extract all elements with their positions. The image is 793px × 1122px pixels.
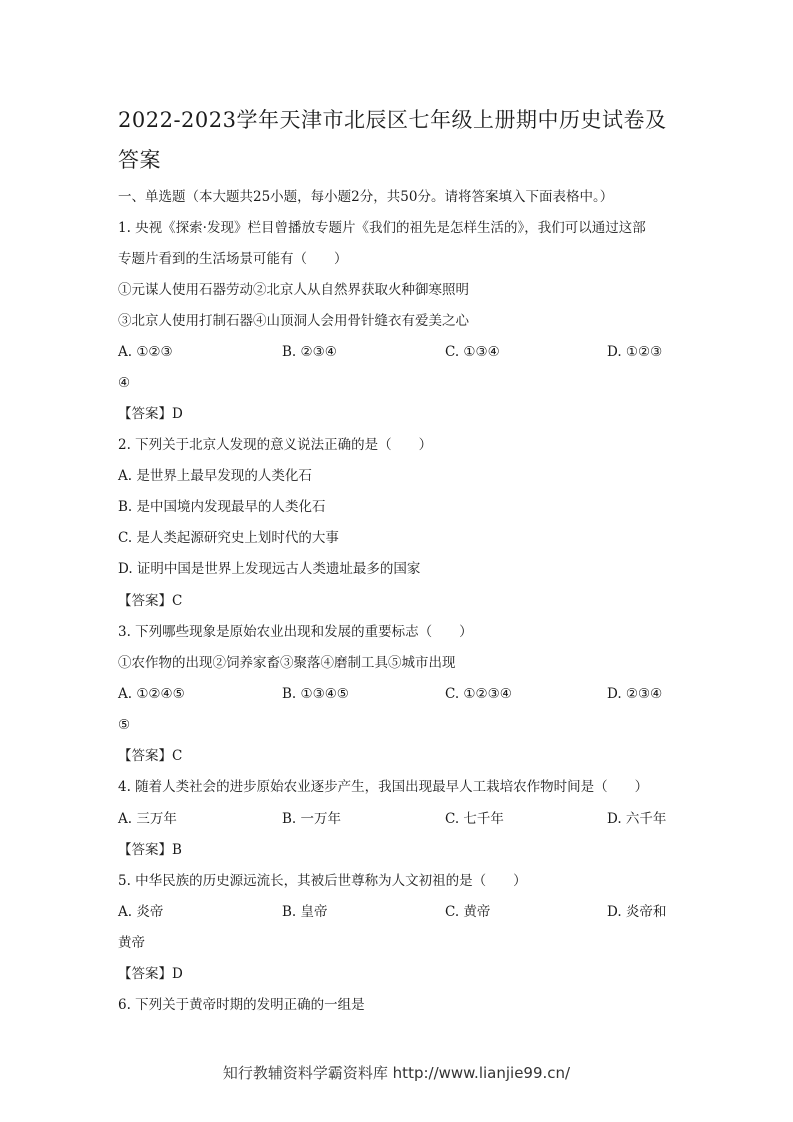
question-1-option-d-wrap: ④ [118,375,131,391]
question-3-stem: 3. 下列哪些现象是原始农业出现和发展的重要标志（ ） [118,624,473,640]
section-heading: 一、单选题（本大题共25小题，每小题2分，共50分。请将答案填入下面表格中。） [118,189,614,205]
question-4-stem: 4. 随着人类社会的进步原始农业逐步产生，我国出现最早人工栽培农作物时间是（ ） [118,779,649,795]
question-1-option-a: A. ①②③ [118,344,173,360]
question-5-option-b: B. 皇帝 [282,904,328,920]
question-2-stem: 2. 下列关于北京人发现的意义说法正确的是（ ） [118,437,433,453]
question-5-answer: 【答案】D [118,966,183,982]
question-3-answer: 【答案】C [118,748,183,764]
question-6-stem: 6. 下列关于黄帝时期的发明正确的一组是 [118,997,365,1013]
question-1-answer: 【答案】D [118,406,183,422]
question-4-option-d: D. 六千年 [607,811,667,827]
question-4-option-b: B. 一万年 [282,811,342,827]
question-4-answer: 【答案】B [118,842,182,858]
question-1-option-b: B. ②③④ [282,344,337,360]
question-2-answer: 【答案】C [118,593,183,609]
question-1-item-1: ①元谋人使用石器劳动②北京人从自然界获取火种御寒照明 [118,282,469,298]
page-title: 2022-2023学年天津市北辰区七年级上册期中历史试卷及答案 [118,108,667,172]
question-1-item-2: ③北京人使用打制石器④山顶洞人会用骨针缝衣有爱美之心 [118,313,469,329]
question-2-option-b: B. 是中国境内发现最早的人类化石 [118,499,326,515]
question-1-stem-cont: 专题片看到的生活场景可能有（ ） [118,251,348,267]
question-1-option-d: D. ①②③ [607,344,663,360]
question-5-option-a: A. 炎帝 [118,904,164,920]
question-4-option-c: C. 七千年 [445,811,504,827]
question-5-stem: 5. 中华民族的历史源远流长，其被后世尊称为人文初祖的是（ ） [118,873,527,889]
question-2-option-c: C. 是人类起源研究史上划时代的大事 [118,530,339,546]
question-3-option-b: B. ①③④⑤ [282,686,349,702]
question-4-option-a: A. 三万年 [118,811,177,827]
question-2-option-a: A. 是世界上最早发现的人类化石 [118,468,312,484]
footer-watermark: 知行教辅资料学霸资料库 http://www.lianjie99.cn/ [222,1064,571,1082]
question-5-option-d-wrap: 黄帝 [118,935,145,951]
question-1-stem: 1. 央视《探索·发现》栏目曾播放专题片《我们的祖先是怎样生活的》，我们可以通过这部 [118,220,646,236]
question-3-option-a: A. ①②④⑤ [118,686,185,702]
question-2-option-d: D. 证明中国是世界上发现远古人类遗址最多的国家 [118,561,421,577]
question-3-option-d: D. ②③④ [607,686,663,702]
question-3-option-c: C. ①②③④ [445,686,512,702]
question-3-option-d-wrap: ⑤ [118,717,131,733]
question-5-option-c: C. 黄帝 [445,904,491,920]
question-1-option-c: C. ①③④ [445,344,500,360]
question-3-item: ①农作物的出现②饲养家畜③聚落④磨制工具⑤城市出现 [118,655,456,671]
question-5-option-d: D. 炎帝和 [607,904,667,920]
